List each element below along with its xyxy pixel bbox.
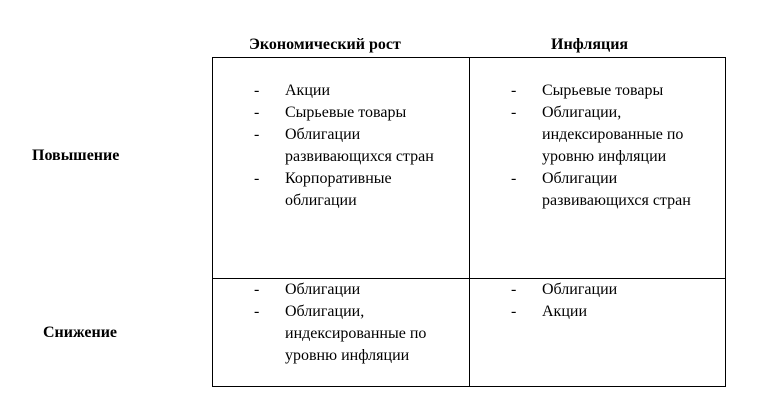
list-item-text: Облигации [285, 281, 361, 298]
dash-bullet: - [254, 303, 260, 320]
list-item-text: Акции [542, 303, 588, 320]
list-item-text: Облигации, индексированные по уровню инфляции [285, 303, 427, 364]
dash-bullet: - [254, 281, 260, 298]
list-item [251, 102, 461, 124]
dash-bullet: - [254, 170, 260, 187]
list-item [508, 102, 718, 168]
list-item [251, 301, 461, 367]
list-item [508, 279, 718, 301]
list-item [251, 279, 461, 301]
dash-bullet: - [254, 104, 260, 121]
dash-bullet: - [511, 82, 517, 99]
column-header-inflation: Инфляция [551, 36, 629, 53]
row-header-increase: Повышение [32, 147, 120, 164]
list-item-text: Сырьевые товары [285, 104, 407, 121]
dash-bullet: - [511, 104, 517, 121]
list-item [251, 124, 455, 168]
list-item [251, 80, 461, 102]
list-item [508, 301, 718, 323]
list-item [508, 168, 712, 212]
list-item-text: Сырьевые товары [542, 82, 664, 99]
list-item-text: Облигации развивающихся стран [285, 126, 434, 165]
dash-bullet: - [511, 303, 517, 320]
list-item-text: Облигации [542, 281, 618, 298]
dash-bullet: - [254, 82, 260, 99]
column-header-economic-growth: Экономический рост [249, 36, 401, 53]
cell-increase-inflation [508, 80, 718, 212]
cell-decrease-growth [251, 279, 461, 367]
dash-bullet: - [254, 126, 260, 143]
list-item [251, 168, 455, 212]
cell-decrease-inflation [508, 279, 718, 323]
dash-bullet: - [511, 281, 517, 298]
list-item-text: Облигации, индексированные по уровню инфляции [542, 104, 684, 165]
row-header-decrease: Снижение [43, 324, 118, 341]
list-item-text: Корпоративные облигации [285, 170, 392, 209]
list-item [508, 80, 718, 102]
dash-bullet: - [511, 170, 517, 187]
list-item-text: Акции [285, 82, 331, 99]
vertical-divider [469, 58, 470, 386]
cell-increase-growth [251, 80, 461, 212]
list-item-text: Облигации развивающихся стран [542, 170, 691, 209]
